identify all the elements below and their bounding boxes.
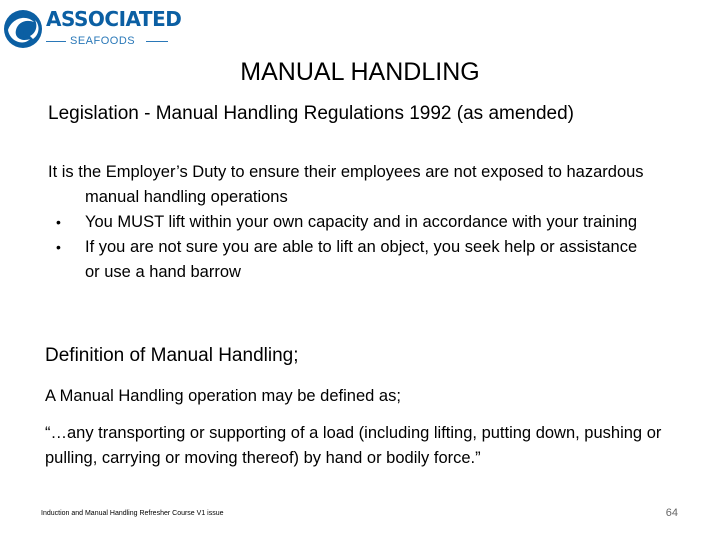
- bullet-text: If you are not sure you are able to lift an object, you seek help or assistance or use a hand barrow: [85, 238, 638, 281]
- definition-quote: “…any transporting or supporting of a load (including lifting, putting down, pushing or pulling, carrying or moving thereof) by hand or bodily force.”: [45, 424, 662, 467]
- logo-subline-text: SEAFOODS: [70, 35, 136, 47]
- list-item: [48, 210, 648, 235]
- definition-heading: Definition of Manual Handling;: [45, 345, 299, 366]
- bullet-icon: •: [56, 239, 61, 255]
- logo-wordmark: ASSOCIATED: [46, 7, 182, 31]
- company-logo: [2, 4, 182, 54]
- slide-title: MANUAL HANDLING: [240, 58, 480, 86]
- wave-emblem-icon: [2, 6, 44, 52]
- page-number: 64: [665, 507, 678, 519]
- bullet-text: You MUST lift within your own capacity and in accordance with your training: [85, 213, 638, 231]
- definition-intro: A Manual Handling operation may be defined as;: [45, 387, 401, 405]
- duty-section: [48, 160, 648, 285]
- footer-text: Induction and Manual Handling Refresher Course V1 issue: [41, 510, 224, 517]
- logo-subline: [46, 34, 168, 48]
- legislation-heading: Legislation - Manual Handling Regulations 1992 (as amended): [48, 103, 574, 124]
- logo-rule-right: [146, 41, 168, 42]
- list-item: [48, 235, 648, 285]
- bullet-icon: •: [56, 214, 61, 230]
- employer-duty-text: It is the Employer’s Duty to ensure their employees are not exposed to hazardous manual handling operations: [48, 163, 644, 206]
- logo-rule-left: [46, 41, 66, 42]
